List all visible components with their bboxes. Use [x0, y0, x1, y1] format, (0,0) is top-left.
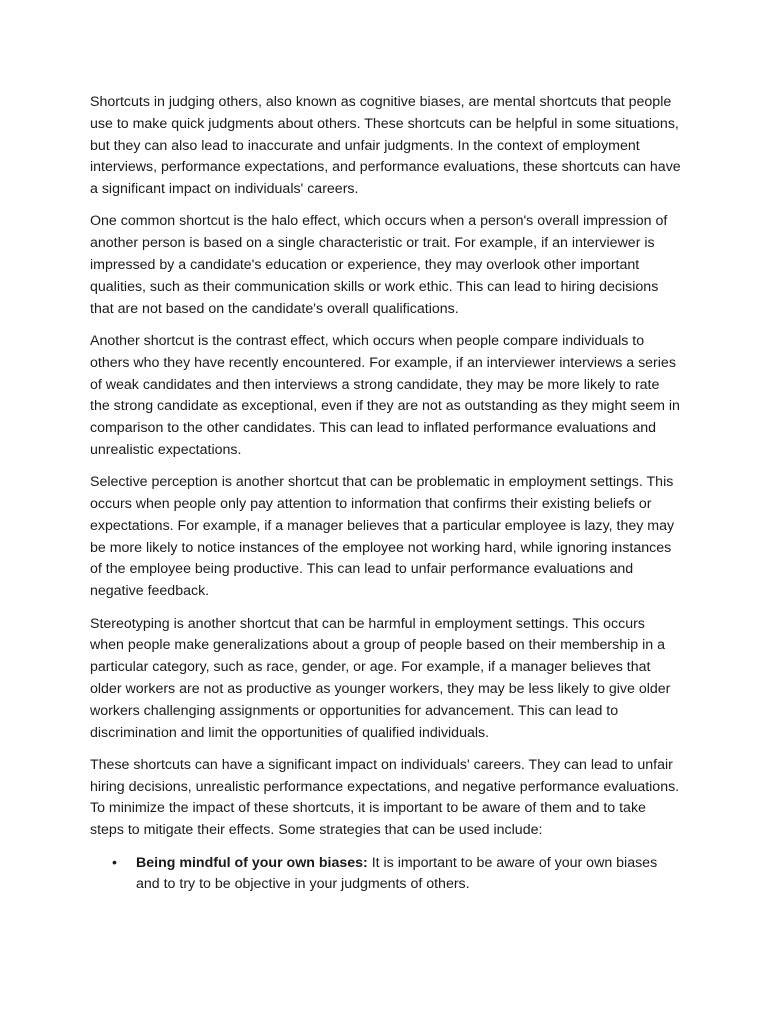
document-body: [90, 92, 682, 896]
paragraph-stereotyping: Stereotyping is another shortcut that can be harmful in employment settings. This occurs when people make generalizations about a group of people based on their membership in a particular category, such as race, gender, or age. For example, if a manager believes that older workers are not as productive as younger workers, they may be less likely to give older workers challenging assignments or opportunities for advancement. This can lead to discrimination and limit the opportunities of qualified individuals.: [90, 615, 671, 741]
paragraph-selective-perception: Selective perception is another shortcut that can be problematic in employment settings. This occurs when people only pay attention to information that confirms their existing beliefs or expectations. For example, if a manager believes that a particular employee is lazy, they may be more likely to notice instances of the employee not working hard, while ignoring instances of the employee being productive. This can lead to unfair performance evaluations and negative feedback.: [90, 474, 675, 600]
list-item: [90, 853, 682, 897]
bullet-marker: •: [112, 854, 117, 871]
bullet-text: It is important to be aware of your own biases and to try to be objective in your judgments of others.: [136, 854, 658, 893]
strategies-list: [90, 853, 682, 897]
paragraph-contrast-effect: Another shortcut is the contrast effect, which occurs when people compare individuals to others who they have recently encountered. For example, if an interviewer interviews a series of weak candidates and then interviews a strong candidate, they may be more likely to rate the strong candidate as exceptional, even if they are not as outstanding as they might seem in comparison to the other candidates. This can lead to inflated performance evaluations and unrealistic expectations.: [90, 332, 680, 458]
paragraph-intro: Shortcuts in judging others, also known as cognitive biases, are mental shortcuts that people use to make quick judgments about others. These shortcuts can be helpful in some situations, but they can also lead to inaccurate and unfair judgments. In the context of employment interviews, performance expectations, and performance evaluations, these shortcuts can have a significant impact on individuals' careers.: [90, 94, 681, 198]
paragraph-halo-effect: One common shortcut is the halo effect, which occurs when a person's overall impression of another person is based on a single characteristic or trait. For example, if an interviewer is impressed by a candidate's education or experience, they may overlook other important qualities, such as their communication skills or work ethic. This can lead to hiring decisions that are not based on the candidate's overall qualifications.: [90, 213, 668, 317]
bullet-term: Being mindful of your own biases:: [136, 854, 368, 871]
paragraph-strategies: These shortcuts can have a significant impact on individuals' careers. They can lead to unfair hiring decisions, unrealistic performance expectations, and negative performance evaluations. To minimize the impact of these shortcuts, it is important to be aware of them and to take steps to mitigate their effects. Some strategies that can be used include:: [90, 756, 680, 839]
